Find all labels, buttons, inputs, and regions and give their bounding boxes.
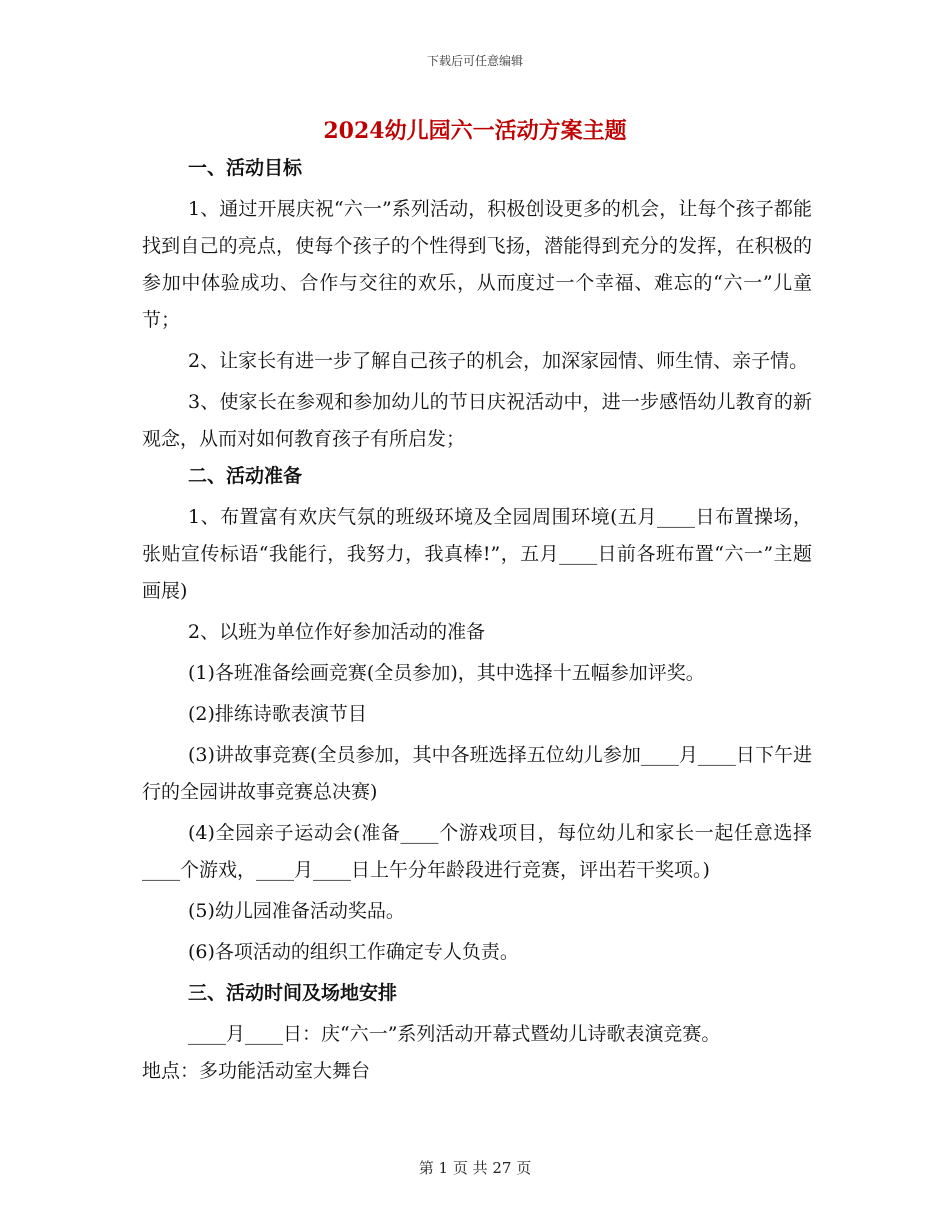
list-item: (1)各班准备绘画竞赛(全员参加)，其中选择十五幅参加评奖。 [188, 662, 705, 684]
paragraph: ____月____日：庆“六一”系列活动开幕式暨幼儿诗歌表演竞赛。 [188, 1023, 721, 1045]
paragraph: 地点：多功能活动室大舞台 [142, 1060, 371, 1082]
paragraph: 2、以班为单位作好参加活动的准备 [188, 621, 486, 643]
page-footer: 第 1 页 共 27 页 [418, 1159, 532, 1177]
section-heading-schedule: 三、活动时间及场地安排 [188, 982, 398, 1004]
document-title: 2024幼儿园六一活动方案主题 [323, 118, 627, 144]
list-item: (2)排练诗歌表演节目 [188, 703, 367, 725]
list-item: (5)幼儿园准备活动奖品。 [188, 900, 405, 922]
paragraph: 3、使家长在参观和参加幼儿的节日庆祝活动中，进一步感悟幼儿教育的新观念，从而对如何教育孩子有所启发； [142, 391, 812, 450]
list-item: (6)各项活动的组织工作确定专人负责。 [188, 941, 519, 963]
paragraph: 2、让家长有进一步了解自己孩子的机会，加深家园情、师生情、亲子情。 [188, 350, 809, 372]
section-heading-goals: 一、活动目标 [188, 157, 303, 179]
paragraph: 1、通过开展庆祝“六一”系列活动，积极创设更多的机会，让每个孩子都能找到自己的亮点，使每个孩子的个性得到飞扬，潜能得到充分的发挥，在积极的参加中体验成功、合作与交往的欢乐，从而度过一个幸福、难忘的“六一”儿童节； [142, 198, 812, 331]
list-item: (3)讲故事竞赛(全员参加，其中各班选择五位幼儿参加____月____日下午进行的全园讲故事竞赛总决赛) [142, 744, 812, 803]
document-body [142, 150, 812, 1090]
header-note: 下载后可任意编辑 [426, 54, 523, 68]
paragraph: 1、布置富有欢庆气氛的班级环境及全园周围环境(五月____日布置操场，张贴宣传标语“我能行，我努力，我真棒!”，五月____日前各班布置“六一”主题画展) [142, 506, 812, 602]
list-item: (4)全园亲子运动会(准备____个游戏项目，每位幼儿和家长一起任意选择____个游戏，____月____日上午分年龄段进行竞赛，评出若干奖项。) [142, 822, 812, 881]
section-heading-preparation: 二、活动准备 [188, 465, 303, 487]
